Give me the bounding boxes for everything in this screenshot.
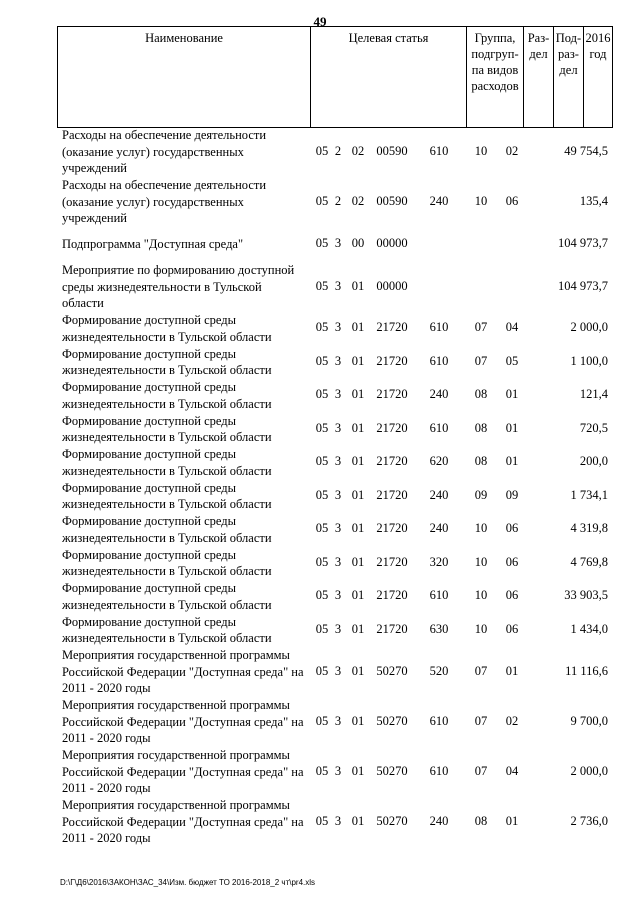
- subsection-code: 09: [505, 487, 519, 502]
- target-code-direction: 21720: [376, 353, 408, 368]
- header-section-line: Раз-: [527, 31, 550, 45]
- row-name-line: Формирование доступной среды: [62, 313, 237, 327]
- target-code-direction: 00000: [376, 278, 408, 293]
- expense-group: 610: [429, 763, 449, 778]
- expense-group: 610: [429, 320, 449, 335]
- row-name: [62, 346, 310, 379]
- section-code: 10: [474, 621, 488, 636]
- table-row: [0, 747, 640, 797]
- target-code-program: 05: [315, 320, 329, 335]
- section-code: 07: [474, 713, 488, 728]
- expense-group: 630: [429, 621, 449, 636]
- row-name: [62, 446, 310, 479]
- row-name-line: среды жизнедеятельности в Тульской: [62, 279, 262, 294]
- target-code-event: 01: [351, 320, 365, 335]
- expense-group: 620: [429, 454, 449, 469]
- expense-group: 240: [429, 193, 449, 208]
- table-row: [0, 312, 640, 345]
- expense-group: 610: [429, 588, 449, 603]
- section-code: 08: [474, 387, 488, 402]
- expense-group: 610: [429, 353, 449, 368]
- target-code-program: 05: [315, 713, 329, 728]
- row-name-line: (оказание услуг) государственных: [62, 144, 244, 159]
- amount-2016: 9 700,0: [570, 713, 608, 728]
- row-name: [62, 697, 310, 747]
- amount-2016: 11 116,6: [565, 663, 608, 678]
- table-row: [0, 236, 640, 253]
- row-name: [62, 379, 310, 412]
- row-name-line: 2011 - 2020 годы: [62, 781, 151, 795]
- row-name-line: жизнедеятельности в Тульской области: [62, 463, 272, 478]
- target-code-program: 05: [315, 663, 329, 678]
- amount-2016: 1 100,0: [570, 353, 608, 368]
- header-section: [524, 27, 554, 127]
- row-name-line: Мероприятия государственной программы: [62, 748, 290, 762]
- section-code: 07: [474, 353, 488, 368]
- target-code-subprogram: 2: [334, 193, 342, 208]
- target-code-program: 05: [315, 420, 329, 435]
- target-code-program: 05: [315, 554, 329, 569]
- target-code-program: 05: [315, 193, 329, 208]
- header-year: 2016 год: [585, 31, 611, 61]
- subsection-code: 01: [505, 663, 519, 678]
- header-group-line: па видов: [471, 63, 519, 77]
- target-code-subprogram: 3: [334, 713, 342, 728]
- row-name-line: Расходы на обеспечение деятельности: [62, 128, 267, 142]
- target-code-direction: 00590: [376, 143, 408, 158]
- row-name: [62, 547, 310, 580]
- target-code-event: 01: [351, 554, 365, 569]
- row-name-line: Российской Федерации "Доступная среда" на: [62, 814, 304, 829]
- row-name-line: Формирование доступной среды: [62, 480, 237, 495]
- amount-2016: 4 319,8: [570, 521, 608, 536]
- target-code-subprogram: 3: [334, 813, 342, 828]
- target-code-event: 01: [351, 454, 365, 469]
- target-code-program: 05: [315, 813, 329, 828]
- row-name-line: учреждений: [62, 161, 127, 175]
- subsection-code: 06: [505, 588, 519, 603]
- row-name-line: жизнедеятельности в Тульской области: [62, 363, 272, 377]
- table-row: [0, 480, 640, 513]
- table-row: [0, 580, 640, 613]
- target-code-program: 05: [315, 521, 329, 536]
- row-name-line: учреждений: [62, 211, 127, 225]
- row-name-line: жизнедеятельности в Тульской области: [62, 396, 272, 411]
- target-code-subprogram: 3: [334, 588, 342, 603]
- target-code-event: 01: [351, 387, 365, 402]
- target-code-program: 05: [315, 487, 329, 502]
- row-name: [62, 647, 310, 697]
- section-code: 07: [474, 763, 488, 778]
- target-code-direction: 21720: [376, 521, 408, 536]
- row-name-line: Формирование доступной среды: [62, 413, 237, 428]
- row-name: [62, 413, 310, 446]
- target-code-program: 05: [315, 621, 329, 636]
- amount-2016: 1 434,0: [570, 621, 608, 636]
- row-name: [62, 262, 310, 312]
- row-name-line: Формирование доступной среды: [62, 547, 237, 562]
- row-name: [62, 513, 310, 546]
- row-name-line: жизнедеятельности в Тульской области: [62, 530, 272, 545]
- row-name-line: Формирование доступной среды: [62, 380, 237, 394]
- target-code-direction: 21720: [376, 420, 408, 435]
- section-code: 08: [474, 813, 488, 828]
- target-code-direction: 50270: [376, 713, 408, 728]
- target-code-subprogram: 3: [334, 320, 342, 335]
- row-name-line: Формирование доступной среды: [62, 614, 237, 629]
- header-group: [467, 27, 524, 127]
- target-code-event: 01: [351, 663, 365, 678]
- target-code-direction: 00000: [376, 235, 408, 250]
- file-path-footer: D:\Г\Д6\2016\ЗАКОН\ЗАС_34\Изм. бюджет ТО 2016-2018_2 чт\pr4.xls: [60, 878, 316, 887]
- row-name-line: жизнедеятельности в Тульской области: [62, 497, 272, 511]
- amount-2016: 4 769,8: [570, 554, 608, 569]
- subsection-code: 04: [505, 763, 519, 778]
- target-code-program: 05: [315, 763, 329, 778]
- target-code-event: 01: [351, 813, 365, 828]
- table-row: [0, 513, 640, 546]
- row-name-line: жизнедеятельности в Тульской области: [62, 564, 272, 578]
- section-code: 09: [474, 487, 488, 502]
- target-code-direction: 50270: [376, 763, 408, 778]
- row-name-line: жизнедеятельности в Тульской области: [62, 430, 272, 444]
- row-name-line: Формирование доступной среды: [62, 346, 237, 361]
- target-code-event: 01: [351, 621, 365, 636]
- amount-2016: 2 736,0: [570, 813, 608, 828]
- target-code-event: 00: [351, 235, 365, 250]
- section-code: 10: [474, 588, 488, 603]
- row-name-line: 2011 - 2020 годы: [62, 731, 151, 745]
- target-code-subprogram: 2: [334, 143, 342, 158]
- row-name-line: Мероприятия государственной программы: [62, 648, 290, 662]
- target-code-direction: 21720: [376, 487, 408, 502]
- row-name: [62, 480, 310, 513]
- table-row: [0, 614, 640, 647]
- target-code-program: 05: [315, 143, 329, 158]
- row-name-line: области: [62, 296, 104, 310]
- section-code: 08: [474, 420, 488, 435]
- row-name-line: жизнедеятельности в Тульской области: [62, 329, 272, 344]
- target-code-program: 05: [315, 278, 329, 293]
- header-name: Наименование: [58, 27, 311, 127]
- page-number: 49: [313, 14, 327, 29]
- subsection-code: 05: [505, 353, 519, 368]
- row-name: [62, 614, 310, 647]
- subsection-code: 01: [505, 420, 519, 435]
- target-code-direction: 00590: [376, 193, 408, 208]
- subsection-code: 06: [505, 193, 519, 208]
- row-name-line: жизнедеятельности в Тульской области: [62, 631, 272, 645]
- row-name: [62, 236, 310, 253]
- row-name: [62, 127, 310, 177]
- target-code-direction: 21720: [376, 320, 408, 335]
- subsection-code: 01: [505, 387, 519, 402]
- row-name-line: Российской Федерации "Доступная среда" на: [62, 714, 304, 729]
- target-code-direction: 50270: [376, 813, 408, 828]
- header-subsection-line: Под-: [555, 31, 582, 45]
- amount-2016: 720,5: [579, 420, 608, 435]
- row-name: [62, 797, 310, 847]
- target-code-subprogram: 3: [334, 621, 342, 636]
- target-code-subprogram: 3: [334, 420, 342, 435]
- amount-2016: 49 754,5: [564, 143, 608, 158]
- table-row: [0, 346, 640, 379]
- subsection-code: 02: [505, 713, 519, 728]
- amount-2016: 2 000,0: [570, 763, 608, 778]
- expense-group: 610: [429, 420, 449, 435]
- target-code-event: 01: [351, 278, 365, 293]
- target-code-subprogram: 3: [334, 763, 342, 778]
- section-code: 07: [474, 663, 488, 678]
- target-code-event: 01: [351, 353, 365, 368]
- row-name-line: Мероприятия государственной программы: [62, 798, 290, 812]
- table-row: [0, 647, 640, 697]
- row-name-line: Мероприятие по формированию доступной: [62, 263, 295, 277]
- table-row: [0, 127, 640, 177]
- section-code: 10: [474, 193, 488, 208]
- table-row: [0, 262, 640, 312]
- expense-group: 240: [429, 521, 449, 536]
- row-name-line: Мероприятия государственной программы: [62, 698, 290, 712]
- table-header: [57, 26, 613, 128]
- amount-2016: 200,0: [579, 454, 608, 469]
- header-group-line: Группа,: [474, 31, 516, 45]
- header-section-line: дел: [529, 47, 548, 61]
- target-code-subprogram: 3: [334, 353, 342, 368]
- subsection-code: 01: [505, 813, 519, 828]
- target-code-direction: 21720: [376, 621, 408, 636]
- amount-2016: 2 000,0: [570, 320, 608, 335]
- table-row: [0, 797, 640, 847]
- target-code-subprogram: 3: [334, 663, 342, 678]
- target-code-event: 01: [351, 763, 365, 778]
- header-group-line: расходов: [471, 79, 519, 93]
- target-code-event: 01: [351, 588, 365, 603]
- row-name-line: Формирование доступной среды: [62, 514, 237, 528]
- target-code-subprogram: 3: [334, 387, 342, 402]
- amount-2016: 33 903,5: [564, 588, 608, 603]
- amount-2016: 104 973,7: [558, 278, 608, 293]
- section-code: 07: [474, 320, 488, 335]
- target-code-subprogram: 3: [334, 454, 342, 469]
- table-row: [0, 697, 640, 747]
- header-subsection-line: раз-: [558, 47, 579, 61]
- target-code-direction: 21720: [376, 454, 408, 469]
- target-code-program: 05: [315, 387, 329, 402]
- header-subsection: [554, 27, 584, 127]
- table-row: [0, 413, 640, 446]
- row-name: [62, 580, 310, 613]
- row-name: [62, 177, 310, 227]
- target-code-event: 01: [351, 487, 365, 502]
- target-code-event: 02: [351, 143, 365, 158]
- amount-2016: 121,4: [579, 387, 608, 402]
- expense-group: 520: [429, 663, 449, 678]
- header-subsection-line: дел: [559, 63, 578, 77]
- target-code-direction: 21720: [376, 387, 408, 402]
- target-code-event: 01: [351, 420, 365, 435]
- target-code-direction: 21720: [376, 588, 408, 603]
- row-name: [62, 312, 310, 345]
- target-code-program: 05: [315, 588, 329, 603]
- target-code-event: 01: [351, 521, 365, 536]
- table-row: [0, 177, 640, 227]
- subsection-code: 02: [505, 143, 519, 158]
- row-name-line: жизнедеятельности в Тульской области: [62, 597, 272, 612]
- target-code-event: 01: [351, 713, 365, 728]
- table-row: [0, 446, 640, 479]
- target-code-event: 02: [351, 193, 365, 208]
- row-name-line: Российской Федерации "Доступная среда" на: [62, 764, 304, 779]
- expense-group: 610: [429, 713, 449, 728]
- target-code-subprogram: 3: [334, 235, 342, 250]
- table-row: [0, 547, 640, 580]
- section-code: 10: [474, 143, 488, 158]
- row-name-line: Формирование доступной среды: [62, 581, 237, 595]
- target-code-program: 05: [315, 353, 329, 368]
- target-code-program: 05: [315, 454, 329, 469]
- row-name-line: Расходы на обеспечение деятельности: [62, 178, 267, 192]
- row-name: [62, 747, 310, 797]
- subsection-code: 06: [505, 621, 519, 636]
- table-row: [0, 379, 640, 412]
- section-code: 10: [474, 554, 488, 569]
- amount-2016: 104 973,7: [558, 235, 608, 250]
- amount-2016: 1 734,1: [570, 487, 608, 502]
- target-code-subprogram: 3: [334, 521, 342, 536]
- subsection-code: 04: [505, 320, 519, 335]
- expense-group: 240: [429, 387, 449, 402]
- target-code-program: 05: [315, 235, 329, 250]
- expense-group: 610: [429, 143, 449, 158]
- row-name-line: Подпрограмма "Доступная среда": [62, 236, 244, 251]
- target-code-subprogram: 3: [334, 554, 342, 569]
- subsection-code: 06: [505, 521, 519, 536]
- target-code-subprogram: 3: [334, 278, 342, 293]
- target-code-subprogram: 3: [334, 487, 342, 502]
- expense-group: 240: [429, 813, 449, 828]
- amount-2016: 135,4: [579, 193, 608, 208]
- expense-group: 320: [429, 554, 449, 569]
- subsection-code: 06: [505, 554, 519, 569]
- target-code-direction: 21720: [376, 554, 408, 569]
- header-target-article: Целевая статья: [311, 27, 467, 127]
- target-code-direction: 50270: [376, 663, 408, 678]
- expense-group: 240: [429, 487, 449, 502]
- header-group-line: подгруп-: [471, 47, 519, 61]
- section-code: 10: [474, 521, 488, 536]
- row-name-line: 2011 - 2020 годы: [62, 831, 151, 845]
- row-name-line: (оказание услуг) государственных: [62, 194, 244, 209]
- row-name-line: Формирование доступной среды: [62, 447, 237, 461]
- row-name-line: Российской Федерации "Доступная среда" на: [62, 664, 304, 679]
- row-name-line: 2011 - 2020 годы: [62, 681, 151, 695]
- subsection-code: 01: [505, 454, 519, 469]
- section-code: 08: [474, 454, 488, 469]
